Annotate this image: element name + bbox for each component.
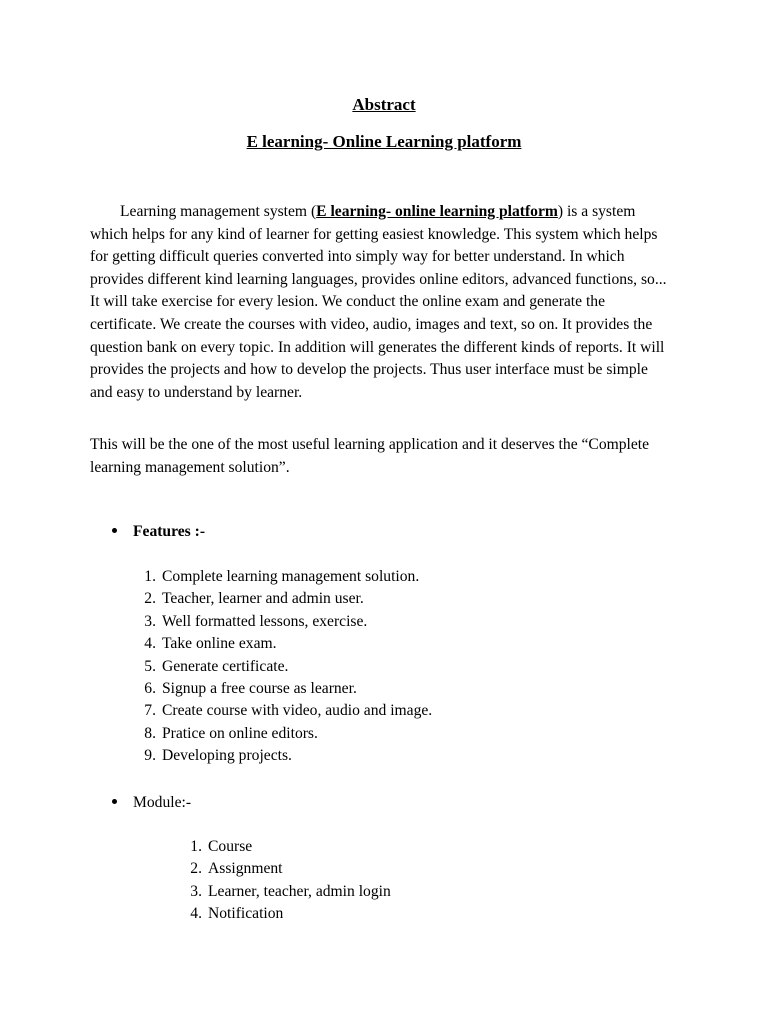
page-title: Abstract	[352, 95, 416, 114]
list-item	[132, 745, 432, 767]
list-item	[132, 633, 432, 655]
list-text: Create course with video, audio and image.	[162, 702, 433, 720]
list-item	[132, 588, 432, 610]
list-item	[132, 723, 432, 745]
list-number: 9.	[144, 747, 156, 765]
list-item	[132, 700, 432, 722]
abstract-paragraph	[90, 201, 670, 404]
list-number: 6.	[144, 680, 156, 698]
list-text: Pratice on online editors.	[162, 724, 318, 742]
list-number: 3.	[190, 882, 202, 900]
list-item	[132, 611, 432, 633]
list-number: 4.	[190, 905, 202, 923]
list-text: Take online exam.	[162, 635, 277, 653]
list-item	[178, 858, 391, 880]
list-item	[178, 881, 391, 903]
list-text: Learner, teacher, admin login	[208, 882, 391, 900]
list-number: 2.	[144, 590, 156, 608]
page-subtitle: E learning- Online Learning platform	[246, 132, 522, 151]
list-text: Notification	[208, 905, 284, 923]
paragraph-highlight: E learning- online learning platform	[316, 203, 558, 220]
module-heading	[112, 792, 191, 814]
paragraph-lead: Learning management system (	[120, 203, 317, 220]
list-item	[178, 903, 391, 925]
summary-paragraph: This will be the one of the most useful learning application and it deserves the “Complete learning management solution”.	[90, 436, 650, 476]
list-item	[132, 678, 432, 700]
list-number: 1.	[144, 568, 156, 585]
list-text: Generate certificate.	[162, 657, 289, 675]
list-number: 1.	[190, 838, 202, 855]
list-number: 4.	[144, 635, 156, 653]
list-text: Developing projects.	[162, 747, 292, 765]
list-text: Well formatted lessons, exercise.	[162, 612, 368, 630]
features-heading	[112, 521, 205, 543]
features-heading-label: Features :-	[133, 523, 206, 540]
list-text: Signup a free course as learner.	[162, 680, 357, 698]
list-item	[178, 836, 391, 858]
features-list	[132, 566, 432, 768]
module-heading-label: Module:-	[133, 794, 192, 811]
list-number: 2.	[190, 860, 202, 878]
bullet-icon	[112, 799, 117, 804]
list-number: 8.	[144, 724, 156, 742]
list-number: 5.	[144, 657, 156, 675]
list-text: Teacher, learner and admin user.	[162, 590, 364, 608]
list-text: Complete learning management solution.	[162, 568, 420, 585]
list-text: Course	[208, 838, 253, 855]
paragraph-rest: ) is a system which helps for any kind of learner for getting easiest knowledge. This system which helps for getting difficult queries converted into simply way for better understand. In which provides different kind learning languages, provides online editors, advanced functions, so... It will take exercise for every lesion. We conduct the online exam and generate the certificate. We create the courses with video, audio, images and text, so on. It provides the question bank on every topic. In addition will generates the different kinds of reports. It will provides the projects and how to develop the projects. Thus user interface must be simple and easy to understand by learner.	[90, 203, 667, 401]
list-item	[132, 656, 432, 678]
list-number: 7.	[144, 702, 156, 720]
module-list	[178, 836, 391, 926]
bullet-icon	[112, 528, 117, 533]
list-item	[132, 566, 432, 588]
list-text: Assignment	[208, 860, 283, 878]
list-number: 3.	[144, 612, 156, 630]
